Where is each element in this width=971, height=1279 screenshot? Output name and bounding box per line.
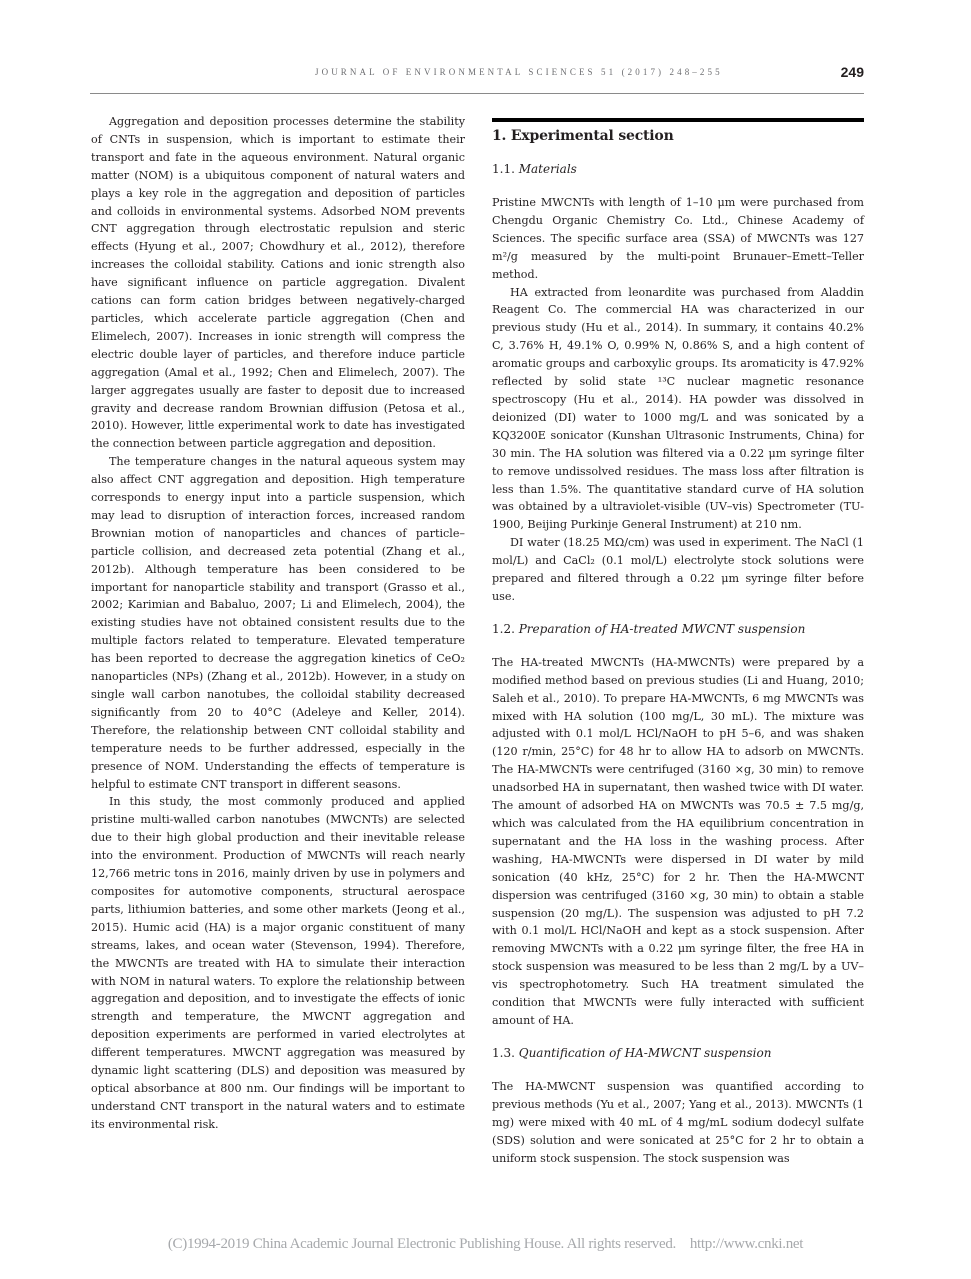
left-column [91,113,465,1134]
footer-url[interactable]: http://www.cnki.net [689,1236,804,1252]
header-rule [90,93,864,94]
section-title: 1. Experimental section [492,128,674,144]
paragraph-intro-temperature: The temperature changes in the natural aqueous system may also affect CNT aggregation and deposition. High temperature corresponds to energy input into a particle suspension, which may lead to disruption of interaction forces, increased random Brownian motion of nanoparticles and chances of particle–particle collision, and decreased zeta potential (Zhang et al., 2012b). Although temperature has been considered to be important for nanoparticle stability and transport (Grasso et al., 2002; Karimian and Babaluo, 2007; Li and Elimelech, 2004), the existing studies have not obtained consistent results due to the multiple factors related to temperature. Elevated temperature has been reported to decrease the aggregation kinetics of CeO₂ nanoparticles (NPs) (Zhang et al., 2012b). However, in a study on single wall carbon nanotubes, the colloidal stability decreased significantly from 20 to 40°C (Adeleye and Keller, 2014). Therefore, the relationship between CNT colloidal stability and temperature needs to be further addressed, especially in the presence of NOM. Understanding the effects of temperature is helpful to estimate CNT transport in different seasons. [91,455,465,791]
right-column [492,113,864,1167]
paragraph-quantification: The HA-MWCNT suspension was quantified according to previous methods (Yu et al., 2007; Yang et al., 2013). MWCNTs (1 mg) were mixed with 40 mL of 4 mg/mL sodium dodecyl sulfate (SDS) solution and were sonicated at 25°C for 2 hr to obtain a uniform stock suspension. The stock suspension was [492,1079,864,1165]
subsection-number: 1.1. [492,162,515,176]
copyright-text: (C)1994-2019 China Academic Journal Electronic Publishing House. All rights reserved. [167,1236,677,1252]
subsection-number: 1.2. [492,621,515,636]
paragraph-materials-ha: HA extracted from leonardite was purchased from Aladdin Reagent Co. The commercial HA was characterized in our previous study (Hu et al., 2014). In summary, it contains 40.2% C, 3.76% H, 49.1% O, 0.99% N, 0.86% S, and a high content of aromatic groups and carboxylic groups. Its aromaticity is 47.92% reflected by solid state ¹³C nuclear magnetic resonance spectroscopy (Hu et al., 2014). HA powder was dissolved in deionized (DI) water to 1000 mg/L and was sonicated by a KQ3200E sonicator (Kunshan Ultrasonic Instruments, China) for 30 min. The HA solution was filtered via a 0.22 μm syringe filter to remove undissolved residues. The mass loss after filtration is less than 1.5%. The quantitative standard curve of HA solution was obtained by a ultraviolet-visible (UV–vis) Spectrometer (TU-1900, Beijing Purkinje General Instrument) at 210 nm. [492,285,864,532]
subsection-number: 1.3. [492,1045,515,1060]
subsection-title: Preparation of HA-treated MWCNT suspension [518,621,806,636]
paragraph-materials-water: DI water (18.25 MΩ/cm) was used in experiment. The NaCl (1 mol/L) and CaCl₂ (0.1 mol/L) electrolyte stock solutions were prepared and filtered through a 0.22 μm syringe filter before use. [492,536,864,603]
section-rule [492,118,864,122]
subsection-heading-preparation [492,620,864,638]
journal-citation: JOURNAL OF ENVIRONMENTAL SCIENCES 51 (2017) 248–255 [315,67,723,77]
paragraph-materials-mwcnt: Pristine MWCNTs with length of 1–10 μm were purchased from Chengdu Organic Chemistry Co. Ltd., Chinese Academy of Sciences. The specific surface area (SSA) of MWCNTs was 127 m²/g measured by the multi-point Brunauer–Emett–Teller method. [492,196,864,281]
subsection-title: Quantification of HA-MWCNT suspension [518,1045,772,1060]
paragraph-intro-study: In this study, the most commonly produced and applied pristine multi-walled carbon nanotubes (MWCNTs) are selected due to their high global production and their inevitable release into the environment. Production of MWCNTs will reach nearly 12,766 metric tons in 2016, mainly driven by use in polymers and composites for automotive components, structural aerospace parts, lithiumion batteries, and some other markets (Jeong et al., 2015). Humic acid (HA) is a major organic constituent of many streams, lakes, and ocean water (Stevenson, 1994). Therefore, the MWCNTs are treated with HA to simulate their interaction with NOM in natural waters. To explore the relationship between aggregation and deposition, and to investigate the effects of ionic strength and temperature, the MWCNT aggregation and deposition experiments are performed in varied electrolytes at different temperatures. MWCNT aggregation was measured by dynamic light scattering (DLS) and deposition was measured by optical absorbance at 800 nm. Our findings will be important to understand CNT transport in the natural waters and to estimate its environmental risk. [91,795,465,1131]
running-head [90,64,864,84]
subsection-title: Materials [518,162,577,176]
paragraph-intro-aggregation: Aggregation and deposition processes determine the stability of CNTs in suspension, which is important to estimate their transport and fate in the aqueous environment. Natural organic matter (NOM) is a ubiquitous component of natural waters and plays a key role in the aggregation and deposition of particles and colloids in environmental systems. Adsorbed NOM prevents CNT aggregation through electrostatic repulsion and steric effects (Hyung et al., 2007; Chowdhury et al., 2012), therefore increases the colloidal stability. Cations and ionic strength also have significant influence on particle aggregation. Divalent cations can form cation bridges between negatively-charged particles, which accelerate particle aggregation (Chen and Elimelech, 2007). Increases in ionic strength will compress the electric double layer of particles, and therefore induce particle aggregation (Amal et al., 1992; Chen and Elimelech, 2007). The larger aggregates usually are faster to deposit due to increased gravity and decrease random Brownian diffusion (Petosa et al., 2010). However, little experimental work to date has investigated the connection between particle aggregation and deposition. [91,115,465,451]
paragraph-preparation: The HA-treated MWCNTs (HA-MWCNTs) were prepared by a modified method based on previous studies (Li and Huang, 2010; Saleh et al., 2010). To prepare HA-MWCNTs, 6 mg MWCNTs was mixed with HA solution (100 mg/L, 30 mL). The mixture was adjusted with 0.1 mol/L HCl/NaOH to pH 5–6, and was shaken (120 r/min, 25°C) for 48 hr to allow HA to adsorb on MWCNTs. The HA-MWCNTs were centrifuged (3160 ×g, 30 min) to remove unadsorbed HA in supernatant, then washed twice with DI water. The amount of adsorbed HA on MWCNTs was 70.5 ± 7.5 mg/g, which was calculated from the HA equilibrium concentration in supernatant and the HA loss in the washing process. After washing, HA-MWCNTs were dispersed in DI water by mild sonication (40 kHz, 25°C) for 2 hr. Then the HA-MWCNT dispersion was centrifuged (3160 ×g, 30 min) to obtain a stable suspension (20 mg/L). The suspension was adjusted to pH 7.2 with 0.1 mol/L HCl/NaOH and kept as a stock suspension. After removing MWCNTs with a 0.22 μm syringe filter, the free HA in stock suspension was measured to be less than 2 mg/L by a UV–vis spectrophotometry. Such HA treatment simulated the condition that MWCNTs were fully interacted with sufficient amount of HA. [492,655,864,1027]
page-number: 249 [840,64,864,80]
copyright-footer [0,1236,971,1253]
subsection-heading-materials [492,160,864,178]
subsection-heading-quantification [492,1044,864,1062]
